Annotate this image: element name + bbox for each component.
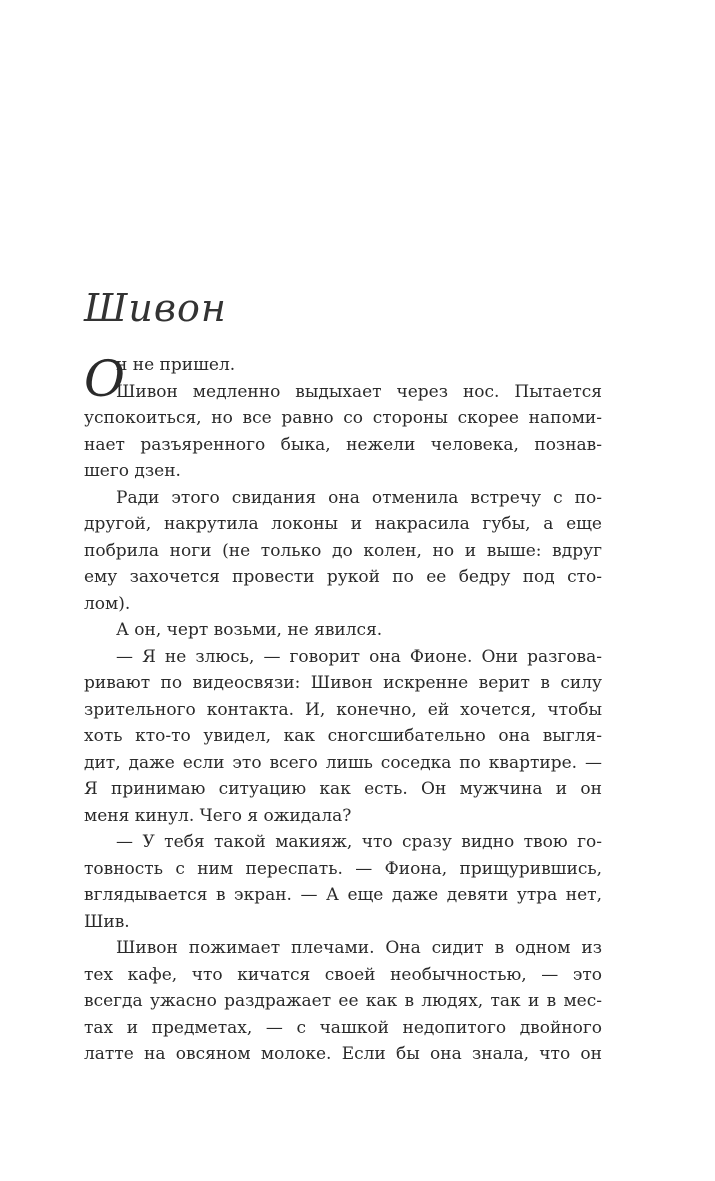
text-line: Ради этого свидания она отменила встречу с по- xyxy=(116,487,602,508)
text-line: шего дзен. xyxy=(84,461,181,481)
text-line: ему захочется провести рукой по ее бедру под сто- xyxy=(84,567,602,587)
text-line: меня кинул. Чего я ожидала? xyxy=(84,805,352,826)
text-line: товность с ним переспать. — Фиона, прищурившись, xyxy=(84,858,602,879)
text-line: А он, черт возьми, не явился. xyxy=(116,620,383,640)
text-line: Я принимаю ситуацию как есть. Он мужчина и он xyxy=(84,779,602,799)
body-text xyxy=(84,352,602,1068)
text-line: Шив. xyxy=(84,911,130,932)
text-line: другой, накрутила локоны и накрасила губы, а еще xyxy=(84,514,602,534)
text-line: Шивон медленно выдыхает через нос. Пытается xyxy=(116,381,602,402)
text-line: вглядывается в экран. — А еще даже девяти утра нет, xyxy=(84,885,602,905)
text-line: нает разъяренного быка, нежели человека, познав- xyxy=(84,434,602,455)
text-line: дит, даже если это всего лишь соседка по квартире. — xyxy=(84,752,602,773)
text-line: всегда ужасно раздражает ее как в людях, так и в мес- xyxy=(84,991,602,1011)
text-line: латте на овсяном молоке. Если бы она знала, что он xyxy=(84,1044,602,1064)
text-line: — У тебя такой макияж, что сразу видно твою го- xyxy=(116,832,602,852)
text-line: тах и предметах, — с чашкой недопитого двойного xyxy=(84,1017,602,1038)
text-line: тех кафе, что кичатся своей необычностью, — это xyxy=(84,964,602,985)
text-line: хоть кто-то увидел, как сногсшибательно она выгля- xyxy=(84,726,602,746)
text-line: — Я не злюсь, — говорит она Фионе. Они разгова- xyxy=(116,646,602,667)
text-line: лом). xyxy=(84,593,131,614)
text-line: успокоиться, но все равно со стороны скорее напоми- xyxy=(84,408,602,428)
text-line: н не пришел. xyxy=(116,355,236,375)
text-line: зрительного контакта. И, конечно, ей хочется, чтобы xyxy=(84,699,602,720)
text-line: ривают по видеосвязи: Шивон искренне верит в силу xyxy=(84,673,602,693)
chapter-title: Шивон xyxy=(84,286,227,330)
text-line: Шивон пожимает плечами. Она сидит в одном из xyxy=(116,938,602,958)
text-line: побрила ноги (не только до колен, но и выше: вдруг xyxy=(84,540,602,561)
drop-cap: О xyxy=(84,350,125,408)
